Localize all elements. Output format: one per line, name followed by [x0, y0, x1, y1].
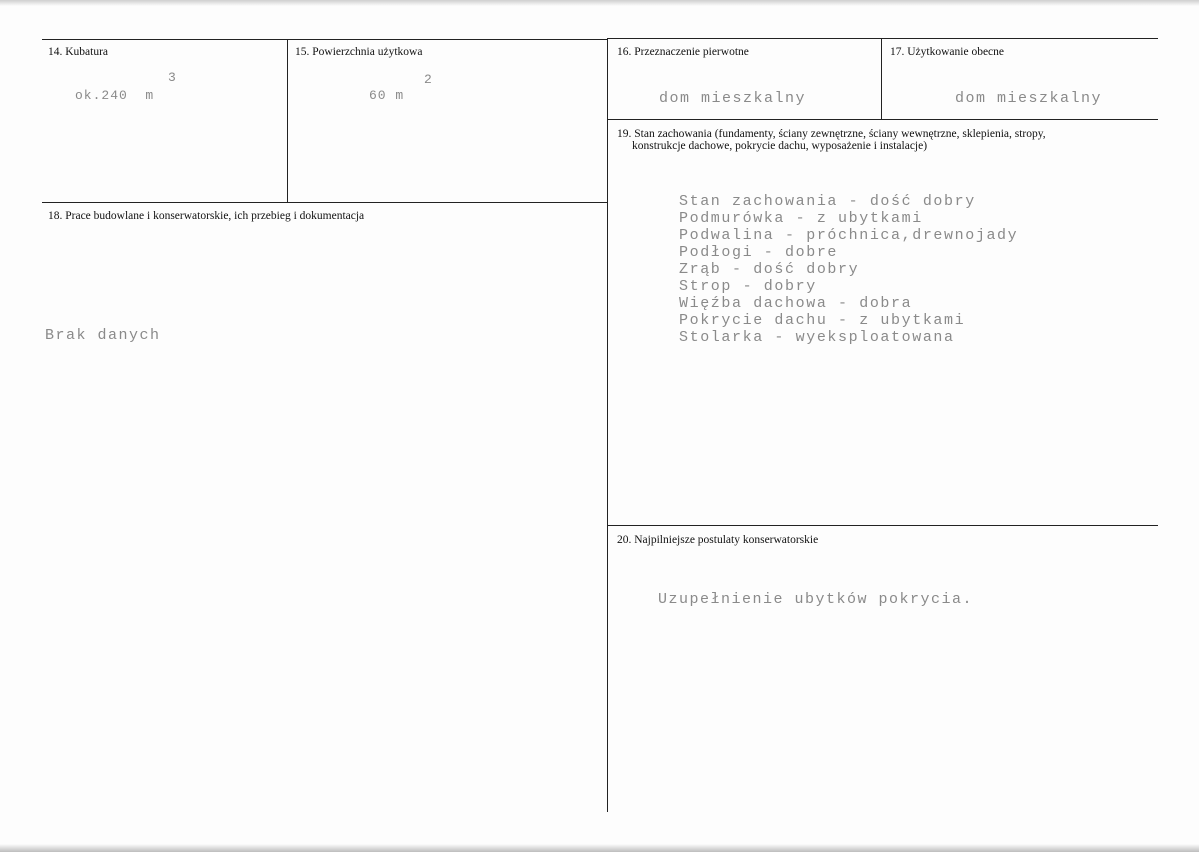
top-rule-left — [42, 39, 608, 40]
page-edge-bottom — [0, 844, 1199, 852]
stan-item: Stan zachowania - dość dobry — [679, 193, 976, 210]
powierzchnia-exponent: 2 — [424, 72, 432, 87]
stan-item: Zrąb - dość dobry — [679, 261, 860, 278]
postulaty-label: 20. Najpilniejsze postulaty konserwatorskie — [617, 534, 819, 546]
powierzchnia-value: 60 m — [369, 88, 405, 103]
stan-item: Stolarka - wyeksploatowana — [679, 329, 955, 346]
stan-label-line2: konstrukcje dachowe, pokrycie dachu, wyposażenie i instalacje) — [632, 140, 928, 152]
kubatura-exponent: 3 — [168, 70, 176, 85]
kubatura-value: ok.240 m — [75, 88, 155, 103]
uzytkowanie-value: dom mieszkalny — [955, 90, 1103, 107]
rule-above-20 — [608, 525, 1158, 526]
przeznaczenie-label: 16. Przeznaczenie pierwotne — [617, 46, 749, 58]
kubatura-label: 14. Kubatura — [48, 46, 109, 58]
postulaty-value: Uzupełnienie ubytków pokrycia. — [658, 591, 974, 608]
stan-item: Podmurówka - z ubytkami — [679, 210, 923, 227]
stan-label-line1: 19. Stan zachowania (fundamenty, ściany zewnętrzne, ściany wewnętrzne, sklepienia, stropy, — [617, 128, 1046, 140]
rule-under-16-17 — [608, 119, 1158, 120]
prace-value: Brak danych — [45, 327, 161, 344]
uzytkowanie-label: 17. Użytkowanie obecne — [890, 46, 1005, 58]
divider-14-15 — [287, 39, 288, 202]
page-edge-top — [0, 0, 1199, 6]
prace-label: 18. Prace budowlane i konserwatorskie, ich przebieg i dokumentacja — [48, 210, 365, 222]
top-rule-right — [608, 38, 1158, 39]
rule-under-14-15 — [42, 202, 608, 203]
stan-item: Strop - dobry — [679, 278, 817, 295]
stan-list — [679, 193, 1018, 346]
powierzchnia-label: 15. Powierzchnia użytkowa — [295, 46, 423, 58]
center-divider — [607, 38, 608, 812]
stan-item: Podłogi - dobre — [679, 244, 839, 261]
divider-16-17 — [881, 38, 882, 120]
stan-item: Pokrycie dachu - z ubytkami — [679, 312, 966, 329]
przeznaczenie-value: dom mieszkalny — [659, 90, 807, 107]
stan-item: Więźba dachowa - dobra — [679, 295, 913, 312]
stan-item: Podwalina - próchnica,drewnojady — [679, 227, 1019, 244]
